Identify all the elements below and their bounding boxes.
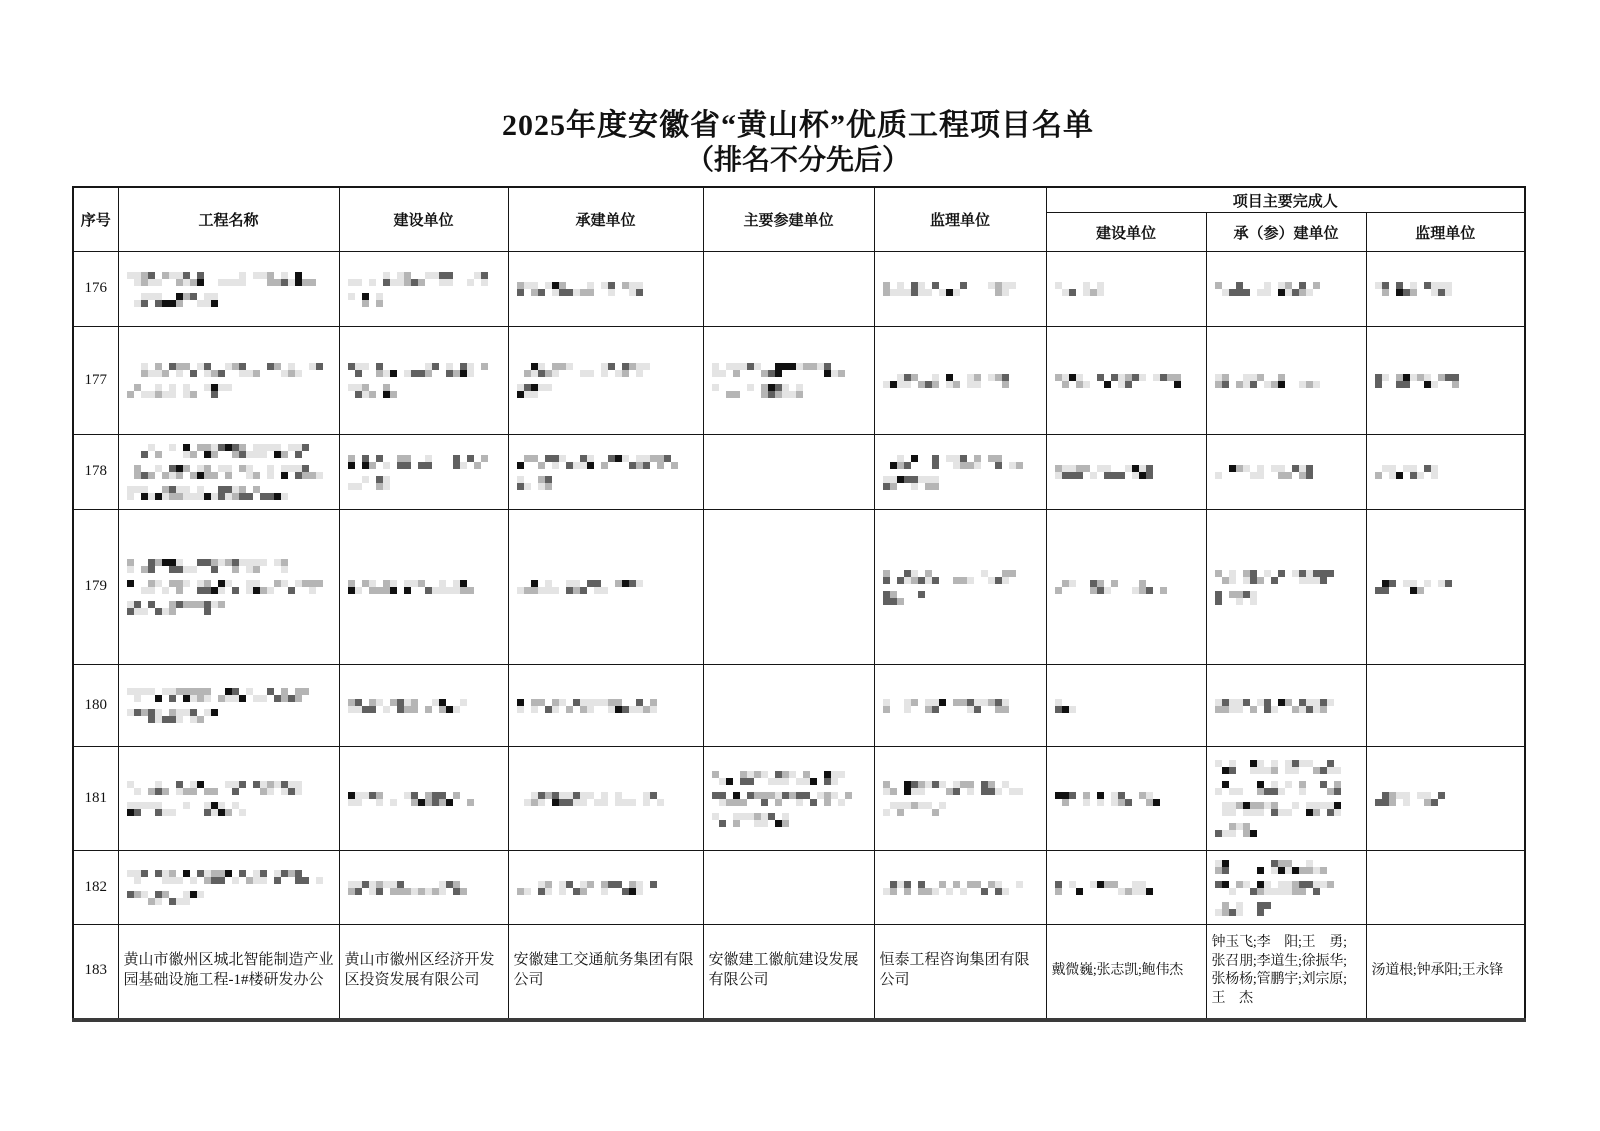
cell-c-supervisor <box>1366 747 1525 851</box>
cell-builder <box>339 252 508 327</box>
redacted-content <box>124 781 334 816</box>
page-subtitle: （排名不分先后） <box>685 145 910 176</box>
cell-contractor <box>508 851 703 925</box>
cell-project <box>118 851 339 925</box>
redacted-content <box>345 881 503 895</box>
cell-c-supervisor: 汤道根;钟承阳;王永锋 <box>1366 925 1525 1020</box>
header-completers-group: 项目主要完成人 <box>1046 187 1525 213</box>
redacted-content <box>1052 580 1201 594</box>
table-row <box>73 747 1525 851</box>
cell-participant <box>703 851 874 925</box>
cell-project <box>118 252 339 327</box>
redacted-content <box>1212 860 1361 916</box>
cell-supervisor <box>874 510 1046 665</box>
redacted-content <box>124 272 334 307</box>
cell-c-builder <box>1046 665 1206 747</box>
cell-project <box>118 327 339 435</box>
projects-table <box>72 186 1526 1022</box>
cell-c-contractor <box>1206 665 1366 747</box>
redacted-content <box>124 363 334 398</box>
redacted-content <box>514 580 698 594</box>
redacted-content <box>1372 282 1520 296</box>
cell-c-contractor <box>1206 327 1366 435</box>
redacted-content <box>880 881 1041 895</box>
cell-c-supervisor <box>1366 252 1525 327</box>
cell-c-builder <box>1046 747 1206 851</box>
cell-contractor <box>508 665 703 747</box>
header-supervisor: 监理单位 <box>874 187 1046 252</box>
redacted-content <box>124 870 334 905</box>
redacted-content <box>1372 374 1520 388</box>
cell-builder <box>339 851 508 925</box>
cell-seq: 182 <box>73 851 118 925</box>
cell-c-builder <box>1046 435 1206 510</box>
cell-supervisor <box>874 747 1046 851</box>
cell-c-contractor <box>1206 252 1366 327</box>
cell-c-contractor <box>1206 747 1366 851</box>
cell-project <box>118 435 339 510</box>
cell-project <box>118 665 339 747</box>
redacted-content <box>880 699 1041 713</box>
table-row <box>73 665 1525 747</box>
table-row <box>73 435 1525 510</box>
redacted-content <box>1052 282 1201 296</box>
table-body <box>73 252 1525 1020</box>
cell-contractor <box>508 327 703 435</box>
redacted-content <box>1212 699 1361 713</box>
cell-supervisor: 恒泰工程咨询集团有限公司 <box>874 925 1046 1020</box>
cell-contractor: 安徽建工交通航务集团有限公司 <box>508 925 703 1020</box>
cell-participant <box>703 510 874 665</box>
cell-c-builder <box>1046 327 1206 435</box>
cell-seq: 179 <box>73 510 118 665</box>
cell-participant <box>703 747 874 851</box>
redacted-content <box>514 455 698 490</box>
header-completers-builder: 建设单位 <box>1046 213 1206 252</box>
cell-seq: 176 <box>73 252 118 327</box>
redacted-content <box>514 881 698 895</box>
header-builder: 建设单位 <box>339 187 508 252</box>
cell-c-contractor <box>1206 510 1366 665</box>
cell-c-contractor: 钟玉飞;李 阳;王 勇;张召朋;李道生;徐振华;张杨杨;管鹏宇;刘宗原;王 杰 <box>1206 925 1366 1020</box>
redacted-content <box>1212 282 1361 296</box>
redacted-content <box>1372 792 1520 806</box>
cell-c-supervisor <box>1366 327 1525 435</box>
redacted-content <box>1052 465 1201 479</box>
redacted-content <box>124 688 334 723</box>
redacted-content <box>514 699 698 713</box>
cell-c-supervisor <box>1366 851 1525 925</box>
table-header <box>73 187 1525 252</box>
cell-contractor <box>508 252 703 327</box>
redacted-content <box>880 374 1041 388</box>
cell-builder <box>339 327 508 435</box>
redacted-content <box>1052 374 1201 388</box>
redacted-content <box>514 363 698 398</box>
cell-c-contractor <box>1206 435 1366 510</box>
redacted-content <box>709 363 869 398</box>
cell-seq: 178 <box>73 435 118 510</box>
cell-seq: 183 <box>73 925 118 1020</box>
redacted-content <box>345 699 503 713</box>
redacted-content <box>1212 465 1361 479</box>
table-row <box>73 851 1525 925</box>
table-row <box>73 327 1525 435</box>
cell-c-builder: 戴微巍;张志凯;鲍伟杰 <box>1046 925 1206 1020</box>
cell-contractor <box>508 747 703 851</box>
header-seq: 序号 <box>73 187 118 252</box>
cell-builder <box>339 665 508 747</box>
cell-supervisor <box>874 252 1046 327</box>
cell-participant: 安徽建工徽航建设发展有限公司 <box>703 925 874 1020</box>
cell-participant <box>703 252 874 327</box>
cell-supervisor <box>874 665 1046 747</box>
header-contractor: 承建单位 <box>508 187 703 252</box>
redacted-content <box>345 272 503 307</box>
redacted-content <box>1212 760 1361 837</box>
redacted-content <box>514 792 698 806</box>
redacted-content <box>1212 570 1361 605</box>
table-row <box>73 252 1525 327</box>
cell-c-builder <box>1046 510 1206 665</box>
cell-c-builder <box>1046 851 1206 925</box>
table-row <box>73 510 1525 665</box>
header-project-name: 工程名称 <box>118 187 339 252</box>
redacted-content <box>124 444 334 500</box>
cell-supervisor <box>874 851 1046 925</box>
cell-participant <box>703 665 874 747</box>
cell-c-supervisor <box>1366 435 1525 510</box>
cell-project <box>118 510 339 665</box>
table-row <box>73 925 1525 1020</box>
redacted-content <box>1052 792 1201 806</box>
redacted-content <box>1372 465 1520 479</box>
redacted-content <box>880 282 1041 296</box>
cell-c-builder <box>1046 252 1206 327</box>
cell-c-supervisor <box>1366 665 1525 747</box>
cell-builder <box>339 747 508 851</box>
cell-builder <box>339 435 508 510</box>
header-completers-contractor: 承（参）建单位 <box>1206 213 1366 252</box>
cell-seq: 180 <box>73 665 118 747</box>
cell-c-contractor <box>1206 851 1366 925</box>
redacted-content <box>345 792 503 806</box>
redacted-content <box>1372 580 1520 594</box>
cell-project: 黄山市徽州区城北智能制造产业园基础设施工程-1#楼研发办公 <box>118 925 339 1020</box>
projects-table-wrap <box>72 186 1526 1022</box>
redacted-content <box>514 282 698 296</box>
cell-supervisor <box>874 435 1046 510</box>
redacted-content <box>880 570 1041 605</box>
header-participant: 主要参建单位 <box>703 187 874 252</box>
cell-contractor <box>508 510 703 665</box>
redacted-content <box>1052 699 1201 713</box>
cell-builder <box>339 510 508 665</box>
redacted-content <box>1212 374 1361 388</box>
cell-seq: 177 <box>73 327 118 435</box>
cell-seq: 181 <box>73 747 118 851</box>
cell-participant <box>703 435 874 510</box>
redacted-content <box>880 781 1041 816</box>
redacted-content <box>1052 881 1201 895</box>
cell-participant <box>703 327 874 435</box>
cell-contractor <box>508 435 703 510</box>
redacted-content <box>709 771 869 827</box>
cell-builder: 黄山市徽州区经济开发区投资发展有限公司 <box>339 925 508 1020</box>
redacted-content <box>880 455 1041 490</box>
cell-project <box>118 747 339 851</box>
redacted-content <box>345 455 503 490</box>
redacted-content <box>345 580 503 594</box>
header-completers-supervisor: 监理单位 <box>1366 213 1525 252</box>
redacted-content <box>124 559 334 615</box>
redacted-content <box>345 363 503 398</box>
cell-supervisor <box>874 327 1046 435</box>
page-title: 2025年度安徽省“黄山杯”优质工程项目名单 <box>502 109 1094 142</box>
cell-c-supervisor <box>1366 510 1525 665</box>
